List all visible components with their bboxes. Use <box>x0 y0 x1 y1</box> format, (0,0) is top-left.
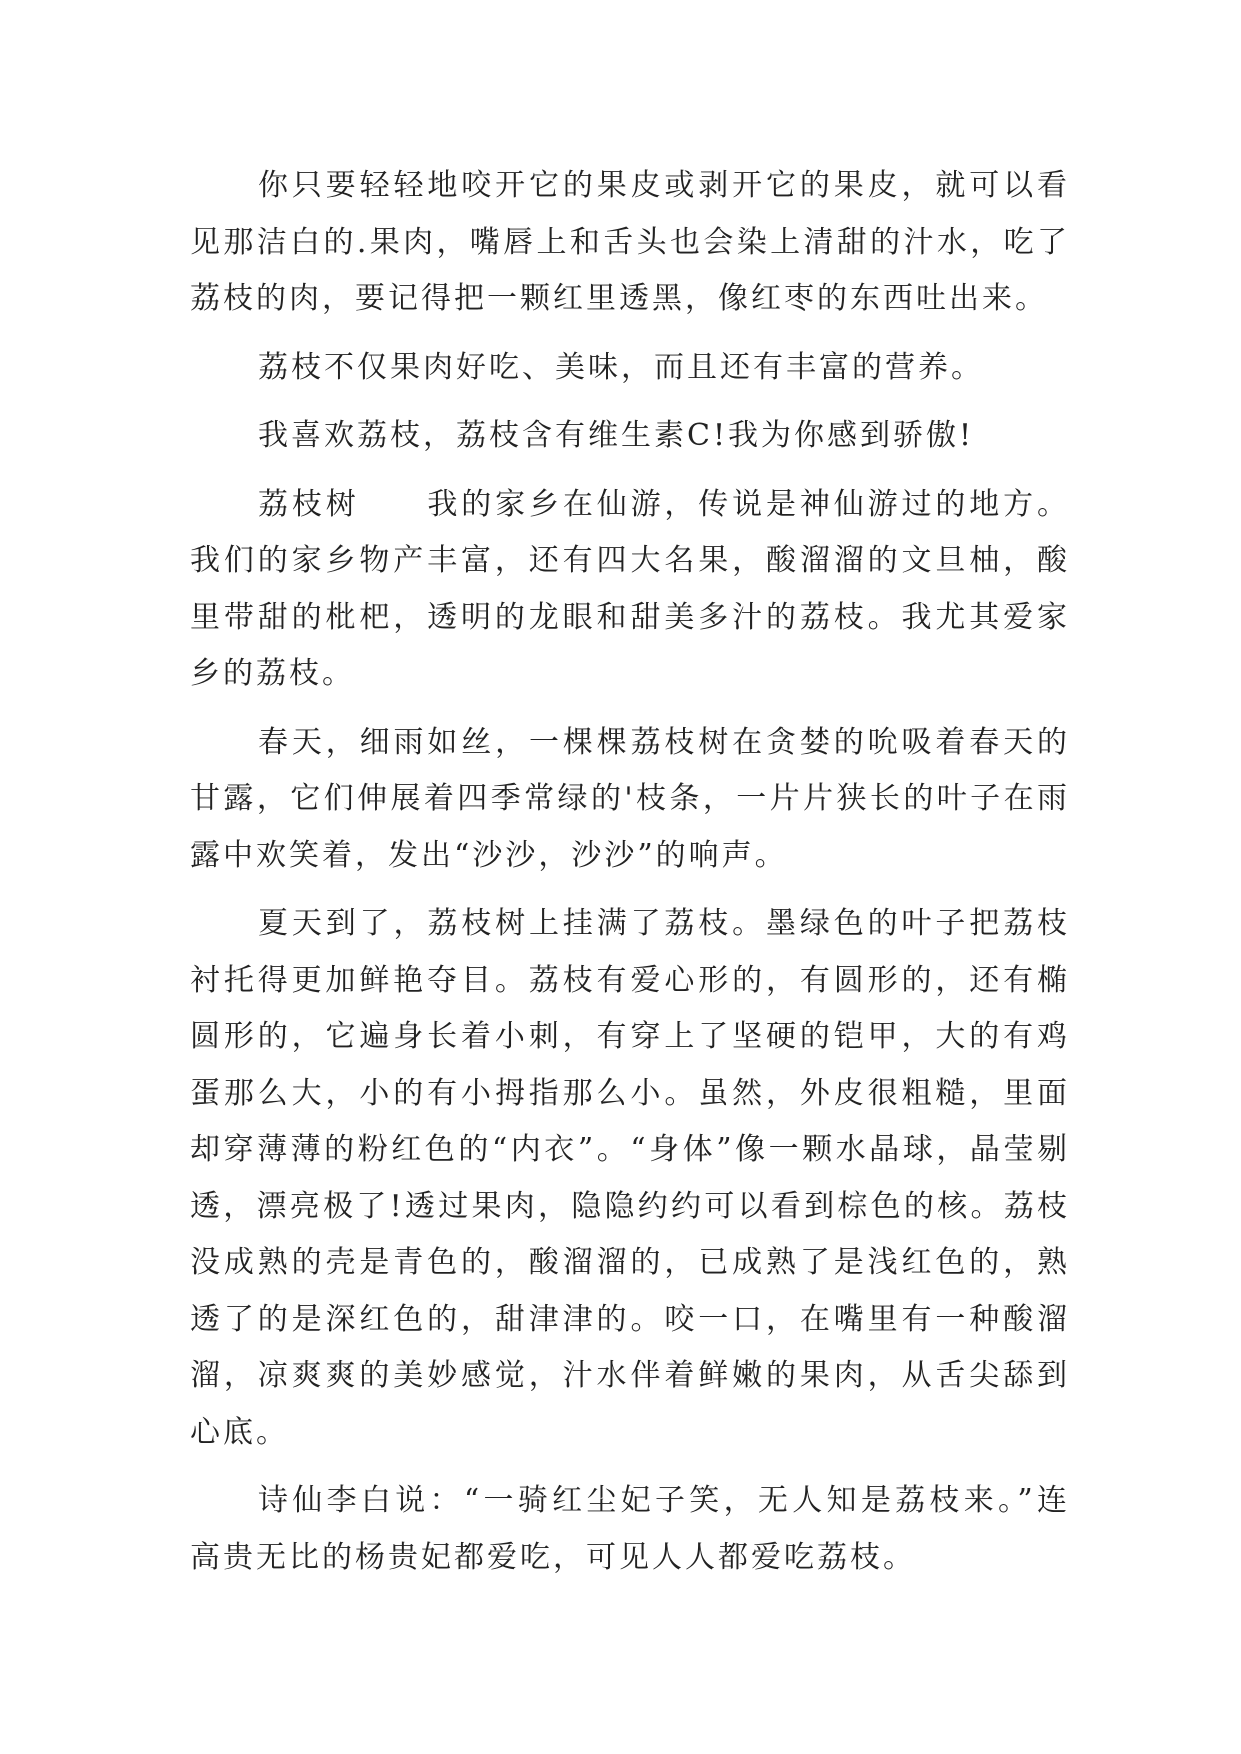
paragraph-5: 春天，细雨如丝，一棵棵荔枝树在贪婪的吮吸着春天的甘露，它们伸展着四季常绿的'枝条，一片片狭长的叶子在雨露中欢笑着，发出“沙沙，沙沙”的响声。 <box>190 724 1070 873</box>
paragraph-1: 你只要轻轻地咬开它的果皮或剥开它的果皮，就可以看见那洁白的.果肉，嘴唇上和舌头也会染上清甜的汁水，吃了荔枝的肉，要记得把一颗红里透黑，像红枣的东西吐出来。 <box>190 168 1070 316</box>
paragraph-3: 我喜欢荔枝，荔枝含有维生素C!我为你感到骄傲! <box>258 418 975 453</box>
paragraph-7: 诗仙李白说：“一骑红尘妃子笑，无人知是荔枝来。”连高贵无比的杨贵妃都爱吃，可见人人都爱吃荔枝。 <box>190 1483 1070 1575</box>
paragraph-4: 荔枝树 我的家乡在仙游，传说是神仙游过的地方。我们的家乡物产丰富，还有四大名果，酸溜溜的文旦柚，酸里带甜的枇杷，透明的龙眼和甜美多汁的荔枝。我尤其爱家乡的荔枝。 <box>190 486 1070 691</box>
paragraph-6: 夏天到了，荔枝树上挂满了荔枝。墨绿色的叶子把荔枝衬托得更加鲜艳夺目。荔枝有爱心形的，有圆形的，还有椭圆形的，它遍身长着小刺，有穿上了坚硬的铠甲，大的有鸡蛋那么大，小的有小拇指那么小。虽然，外皮很粗糙，里面却穿薄薄的粉红色的“内衣”。“身体”像一颗水晶球，晶莹剔透，漂亮极了!透过果肉，隐隐约约可以看到棕色的核。荔枝没成熟的壳是青色的，酸溜溜的，已成熟了是浅红色的，熟透了的是深红色的，甜津津的。咬一口，在嘴里有一种酸溜溜，凉爽爽的美妙感觉，汁水伴着鲜嫩的果肉，从舌尖舔到心底。 <box>190 906 1070 1450</box>
document-body <box>190 158 1070 1586</box>
paragraph-2: 荔枝不仅果肉好吃、美味，而且还有丰富的营养。 <box>258 349 984 385</box>
